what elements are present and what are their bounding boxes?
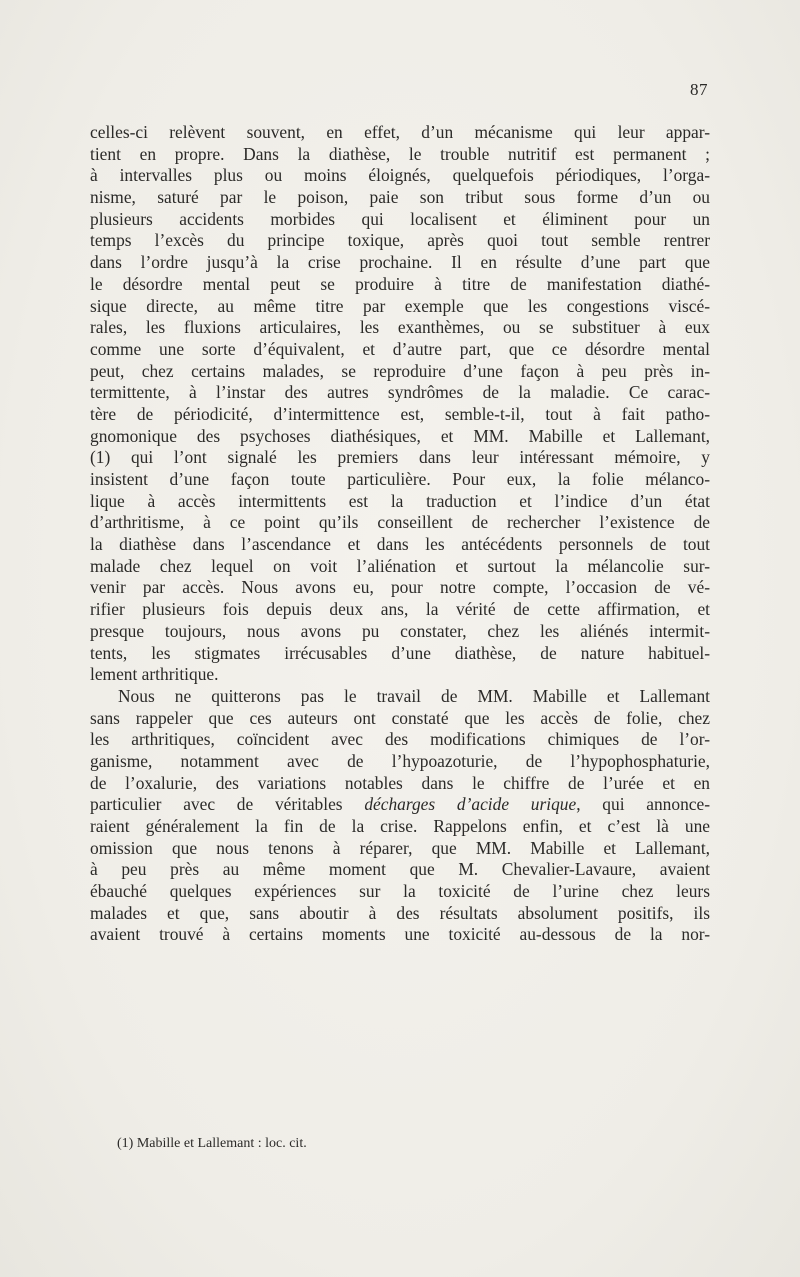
text-line: avaient trouvé à certains moments une toxicité au-dessous de la nor-: [90, 924, 710, 945]
text-line: temps l’excès du principe toxique, après quoi tout semble rentrer: [90, 230, 710, 251]
text-line: (1) qui l’ont signalé les premiers dans leur intéressant mémoire, y: [90, 447, 710, 468]
text-line: gnomonique des psychoses diathésiques, et MM. Mabille et Lallemant,: [90, 425, 710, 446]
text-line: malade chez lequel on voit l’aliénation et surtout la mélancolie sur-: [90, 555, 710, 576]
text-line: tient en propre. Dans la diathèse, le trouble nutritif est permanent ;: [90, 143, 710, 164]
text-line: à intervalles plus ou moins éloignés, quelquefois périodiques, l’orga-: [90, 165, 710, 186]
text-line: Nous ne quitterons pas le travail de MM. Mabille et Lallemant: [118, 685, 710, 706]
text-line: tents, les stigmates irrécusables d’une diathèse, de nature habituel-: [90, 642, 710, 663]
text-line: [90, 794, 710, 816]
italic-phrase: décharges d’acide urique: [364, 794, 577, 815]
text-line: venir par accès. Nous avons eu, pour notre compte, l’occasion de vé-: [90, 577, 710, 598]
text-segment: particulier avec de véritables: [90, 794, 365, 815]
text-line: dans l’ordre jusqu’à la crise prochaine. Il en résulte d’une part que: [90, 252, 710, 273]
text-line: rifier plusieurs fois depuis deux ans, la vérité de cette affirmation, et: [90, 599, 710, 620]
text-line: malades et que, sans aboutir à des résultats absolument positifs, ils: [90, 902, 710, 923]
text-line: lique à accès intermittents est la traduction et l’indice d’un état: [90, 490, 710, 511]
text-line: raient généralement la fin de la crise. Rappelons enfin, et c’est là une: [90, 816, 710, 836]
text-line: tère de périodicité, d’intermittence est, semble-t-il, tout à fait patho-: [90, 403, 710, 424]
text-line: à peu près au même moment que M. Chevalier-Lavaure, avaient: [90, 859, 710, 880]
text-line: presque toujours, nous avons pu constater, chez les aliénés intermit-: [90, 620, 710, 641]
text-line: lement arthritique.: [90, 664, 219, 685]
text-line: nisme, saturé par le poison, paie son tribut sous forme d’un ou: [90, 187, 710, 208]
text-line: rales, les fluxions articulaires, les exanthèmes, ou se substituer à eux: [90, 317, 710, 338]
text-line: les arthritiques, coïncident avec des modifications chimiques de l’or-: [90, 729, 710, 750]
text-line: de l’oxalurie, des variations notables dans le chiffre de l’urée et en: [90, 772, 710, 793]
text-line: insistent d’une façon toute particulière. Pour eux, la folie mélanco-: [90, 469, 710, 489]
text-segment: , qui annonce-: [576, 794, 710, 815]
text-line: d’arthritisme, à ce point qu’ils conseillent de rechercher l’existence de: [90, 512, 710, 533]
text-line: comme une sorte d’équivalent, et d’autre part, que ce désordre mental: [90, 338, 710, 359]
text-line: peut, chez certains malades, se reproduire d’une façon à peu près in-: [90, 360, 710, 381]
text-line: le désordre mental peut se produire à titre de manifestation diathé-: [90, 273, 710, 294]
body-text: [90, 122, 710, 946]
text-line: sans rappeler que ces auteurs ont constaté que les accès de folie, chez: [90, 707, 710, 728]
text-line: celles-ci relèvent souvent, en effet, d’un mécanisme qui leur appar-: [90, 122, 710, 142]
text-line: ganisme, notamment avec de l’hypoazoturie, de l’hypophosphaturie,: [90, 750, 710, 771]
text-line: sique directe, au même titre par exemple que les congestions viscé-: [90, 295, 710, 316]
text-line: ébauché quelques expériences sur la toxicité de l’urine chez leurs: [90, 881, 710, 902]
text-line: la diathèse dans l’ascendance et dans les antécédents personnels de tout: [90, 534, 710, 555]
text-line: omission que nous tenons à réparer, que MM. Mabille et Lallemant,: [90, 837, 710, 858]
text-line: plusieurs accidents morbides qui localisent et éliminent pour un: [90, 208, 710, 229]
text-line: termittente, à l’instar des autres syndrômes de la maladie. Ce carac-: [90, 382, 710, 403]
page-number: 87: [690, 80, 708, 99]
footnote: (1) Mabille et Lallemant : loc. cit.: [117, 1136, 307, 1151]
